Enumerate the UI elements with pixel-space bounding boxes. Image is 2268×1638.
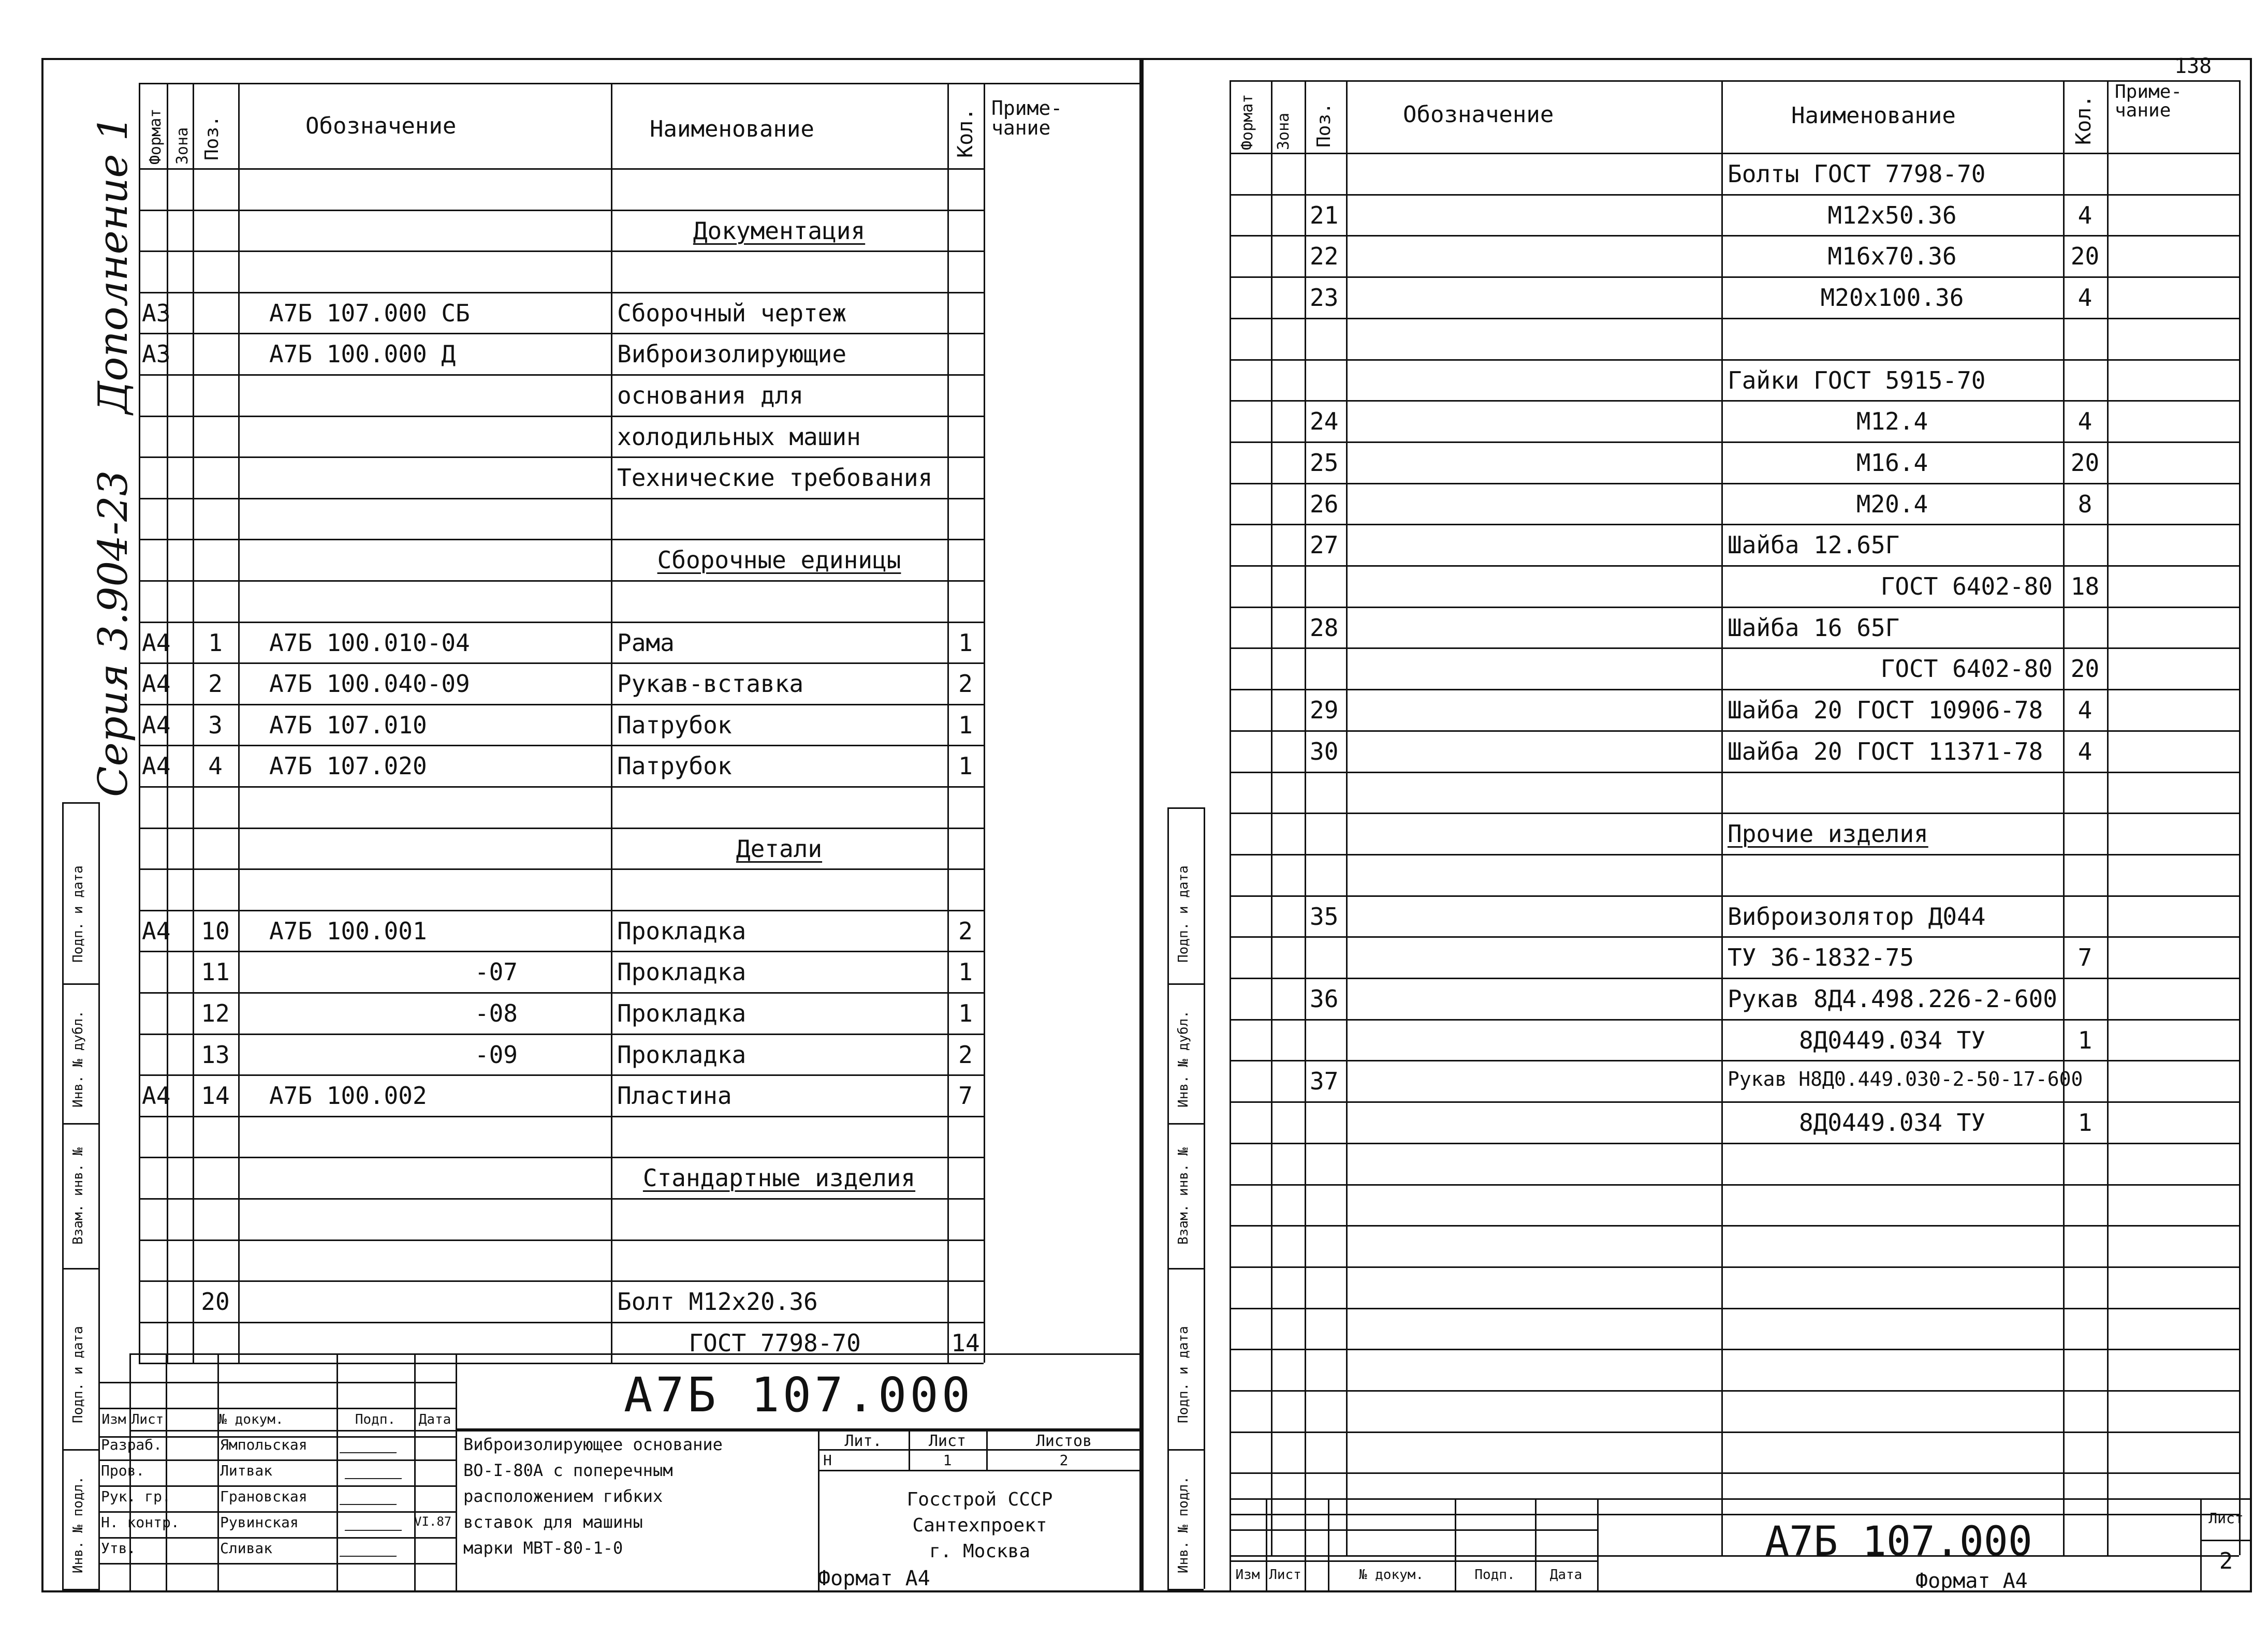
table-row-rule (1230, 483, 2239, 484)
table-row-rule (1230, 647, 2239, 649)
row-name: основания для (617, 381, 804, 409)
stamp-divider (62, 1123, 98, 1125)
table-row-rule (1230, 1143, 2239, 1144)
change-header: № докум. (1358, 1567, 1424, 1583)
document-code: А7Б 107.000 (623, 1367, 974, 1423)
row-name: холодильных машин (617, 422, 861, 451)
row-qty: 1 (958, 628, 973, 657)
table-row-rule (139, 1074, 984, 1076)
stamp-label: Инв. № подл. (70, 1476, 86, 1573)
row-position: 30 (1310, 737, 1339, 765)
row-name: ТУ 36-1832-75 (1728, 943, 1914, 972)
row-position: 29 (1310, 696, 1339, 725)
table-row-rule (139, 662, 984, 664)
section-heading: Прочие изделия (1728, 820, 1928, 848)
role-label: Разраб. (101, 1436, 163, 1453)
row-qty: 8 (2077, 490, 2093, 518)
table-row-rule (1230, 276, 2239, 278)
lit-label: Лит. (844, 1432, 882, 1450)
series-label: Серия 3.904-23 (90, 470, 137, 797)
header-qty: Кол. (2072, 95, 2096, 145)
row-position: 10 (201, 917, 230, 945)
header-designation: Обозначение (1403, 101, 1554, 128)
header-designation: Обозначение (305, 113, 457, 139)
row-position: 3 (208, 711, 223, 739)
row-qty: 4 (2077, 696, 2093, 725)
row-qty: 18 (2070, 572, 2100, 600)
role-label: Утв. (101, 1540, 136, 1557)
role-name: Ямпольская (220, 1436, 308, 1453)
left-format-label: Формат А4 (818, 1567, 930, 1590)
row-position: 37 (1310, 1067, 1339, 1096)
sheet-value: 2 (2219, 1548, 2233, 1574)
row-qty: 2 (958, 670, 973, 698)
row-designation: -07 (474, 958, 518, 986)
organization: Госстрой СССР (906, 1489, 1053, 1510)
column-rule (984, 83, 985, 1363)
sheets-label: Листов (1035, 1432, 1092, 1450)
stamp-border-right (1204, 807, 1205, 1589)
role-label: Н. контр. (101, 1514, 180, 1531)
row-position: 2 (208, 670, 223, 698)
row-format: А4 (142, 1082, 171, 1110)
title-row-rule (98, 1382, 456, 1383)
stamp-divider (1167, 1449, 1204, 1451)
role-name: Литвак (220, 1462, 273, 1479)
row-name: М16.4 (1856, 448, 1928, 477)
row-name: Шайба 20 ГОСТ 10906-78 (1728, 696, 2043, 725)
header-pos: Поз. (1313, 102, 1335, 147)
table-row-rule (1230, 689, 2239, 690)
table-row-rule (139, 456, 984, 458)
stamp-label: Подп. и дата (70, 1326, 86, 1423)
row-name: Виброизолирующие (617, 340, 847, 368)
row-qty: 2 (958, 917, 973, 945)
sheets-value: 2 (1059, 1452, 1069, 1469)
title-column-rule (217, 1353, 219, 1592)
header-zone: Зона (1275, 112, 1293, 150)
row-format: А4 (142, 752, 171, 780)
row-designation: А7Б 100.010-04 (269, 628, 470, 657)
column-rule (1305, 80, 1306, 1555)
stamp-divider (1167, 807, 1204, 809)
title-column-rule (414, 1353, 416, 1592)
row-qty: 20 (2070, 448, 2100, 477)
table-row-rule (1230, 854, 2239, 855)
row-designation: А7Б 107.020 (269, 752, 427, 780)
row-name: Технические требования (617, 464, 933, 492)
header-pos: Поз. (201, 115, 223, 160)
table-row-rule (139, 1198, 984, 1200)
table-row-rule (1230, 1432, 2239, 1433)
row-name: 8Д0449.034 ТУ (1798, 1109, 1986, 1137)
role-label: Пров. (101, 1462, 145, 1479)
stamp-divider (62, 1268, 98, 1270)
row-name: ГОСТ 6402-80 (1880, 655, 2053, 683)
table-row-rule (1230, 1514, 2239, 1515)
row-qty: 4 (2077, 284, 2093, 312)
title-row-rule (98, 1485, 456, 1487)
stamp-divider (62, 1449, 98, 1451)
header-note: Приме- чание (991, 97, 1063, 139)
table-row-rule (139, 1280, 984, 1282)
row-name: Виброизолятор Д044 (1728, 902, 1986, 931)
row-qty: 2 (958, 1040, 973, 1069)
row-format: А4 (142, 628, 171, 657)
table-row-rule (139, 1363, 984, 1364)
table-row-rule (1230, 318, 2239, 319)
row-name: Прокладка (617, 917, 747, 945)
row-name: Прокладка (617, 958, 747, 986)
table-row-rule (139, 498, 984, 499)
table-row-rule (139, 992, 984, 994)
stamp-label: Подп. и дата (1176, 865, 1191, 963)
role-name: Сливак (220, 1540, 273, 1557)
row-name: Рукав 8Д4.498.226-2-600 (1728, 985, 2057, 1013)
row-name: Сборочный чертеж (617, 299, 847, 327)
row-qty: 20 (2070, 242, 2100, 271)
row-position: 27 (1310, 531, 1339, 559)
change-header: Дата (418, 1412, 451, 1427)
row-position: 35 (1310, 902, 1339, 931)
table-row-rule (139, 292, 984, 293)
table-row-rule (1230, 359, 2239, 361)
signature (340, 1493, 401, 1505)
title-column-rule (1305, 1498, 1306, 1592)
table-row-rule (139, 580, 984, 582)
table-row-rule (139, 250, 984, 252)
row-position: 20 (201, 1288, 230, 1316)
stamp-label: Подп. и дата (1176, 1326, 1191, 1423)
row-format: А3 (142, 340, 171, 368)
role-name: Грановская (220, 1488, 308, 1505)
table-row-rule (139, 704, 984, 705)
header-bottom-rule (1230, 153, 2239, 154)
row-position: 24 (1310, 407, 1339, 436)
row-qty: 14 (951, 1329, 980, 1357)
table-row-rule (1230, 730, 2239, 732)
row-qty: 1 (958, 752, 973, 780)
row-position: 21 (1310, 201, 1339, 229)
title-row-rule (1230, 1560, 1597, 1562)
stamp-divider (62, 802, 98, 804)
stamp-label: Взам. инв. № (1176, 1147, 1191, 1245)
table-row-rule (139, 210, 984, 211)
row-format: А4 (142, 917, 171, 945)
title-row-rule (2200, 1540, 2252, 1541)
stamp-divider (1167, 1268, 1204, 1270)
description-line: Виброизолирующее основание (463, 1435, 723, 1454)
table-row-rule (1230, 1266, 2239, 1268)
title-column-rule (98, 1353, 100, 1592)
row-qty: 1 (2077, 1109, 2093, 1137)
table-row-rule (139, 333, 984, 334)
row-name: М20.4 (1856, 490, 1928, 518)
row-name: М20х100.36 (1820, 284, 1964, 312)
row-designation: -09 (474, 1040, 518, 1069)
row-name: М12.4 (1856, 407, 1928, 436)
header-name: Наименование (650, 116, 814, 142)
table-row-rule (1230, 895, 2239, 897)
row-position: 26 (1310, 490, 1339, 518)
organization: Сантехпроект (912, 1515, 1047, 1536)
row-name: 8Д0449.034 ТУ (1798, 1026, 1986, 1054)
signature (340, 1544, 401, 1557)
row-position: 25 (1310, 448, 1339, 477)
table-row-rule (1230, 1101, 2239, 1103)
row-position: 1 (208, 628, 223, 657)
column-rule (1230, 80, 1231, 1555)
row-format: А3 (142, 299, 171, 327)
stamp-border-left (62, 802, 64, 1589)
stamp-label: Взам. инв. № (70, 1147, 86, 1245)
change-header: Подп. (1474, 1567, 1515, 1583)
row-name: Пластина (617, 1082, 732, 1110)
table-bottom-rule (129, 1430, 1142, 1432)
title-column-rule (166, 1353, 167, 1592)
change-header: № докум. (218, 1412, 284, 1427)
sheet-value: 1 (943, 1452, 952, 1469)
role-date: VI.87 (414, 1514, 452, 1529)
row-name: Рукав-вставка (617, 670, 804, 698)
table-row-rule (139, 868, 984, 870)
title-row-rule (98, 1408, 456, 1409)
title-top-rule (129, 1353, 1142, 1355)
title-row-rule (98, 1537, 456, 1539)
row-name: Шайба 20 ГОСТ 11371-78 (1728, 737, 2043, 765)
table-row-rule (1230, 978, 2239, 979)
section-heading: Документация (693, 216, 866, 245)
column-rule (238, 83, 240, 1363)
title-row-rule (98, 1459, 456, 1461)
page-number: 138 (2174, 54, 2212, 78)
section-heading: Сборочные единицы (657, 546, 901, 574)
title-row-rule (98, 1563, 456, 1565)
table-row-rule (1230, 607, 2239, 608)
row-position: 11 (201, 958, 230, 986)
title-row-rule (1230, 1529, 1597, 1531)
column-rule (2239, 80, 2241, 1555)
table-row-rule (139, 951, 984, 952)
row-name: М12х50.36 (1827, 201, 1957, 229)
row-position: 22 (1310, 242, 1339, 271)
row-name: Рама (617, 628, 675, 657)
row-name: Патрубок (617, 752, 732, 780)
table-row-rule (139, 1239, 984, 1241)
row-format: А4 (142, 711, 171, 739)
table-row-rule (1230, 194, 2239, 196)
table-row-rule (139, 828, 984, 829)
table-row-rule (139, 1157, 984, 1158)
row-name: Прокладка (617, 1040, 747, 1069)
description-line: расположением гибких (463, 1486, 663, 1506)
table-row-rule (139, 374, 984, 376)
header-bottom-rule (139, 168, 984, 170)
header-top-rule (139, 83, 1142, 84)
row-position: 13 (201, 1040, 230, 1069)
row-name: М16х70.36 (1827, 242, 1957, 271)
table-row-rule (1230, 1225, 2239, 1227)
table-row-rule (1230, 772, 2239, 773)
stamp-divider (1167, 1589, 1204, 1590)
row-name: Шайба 16 65Г (1728, 613, 1900, 642)
column-rule (1271, 80, 1272, 1555)
stamp-divider (62, 983, 98, 985)
row-position: 14 (201, 1082, 230, 1110)
row-qty: 4 (2077, 737, 2093, 765)
stamp-label: Инв. № подл. (1176, 1476, 1191, 1573)
table-row-rule (139, 910, 984, 911)
table-row-rule (1230, 936, 2239, 938)
section-heading: Стандартные изделия (642, 1164, 916, 1192)
table-row-rule (139, 539, 984, 540)
stamp-divider (62, 1589, 98, 1590)
row-name: ГОСТ 6402-80 (1880, 572, 2053, 600)
table-row-rule (139, 1322, 984, 1323)
organization: г. Москва (929, 1541, 1031, 1562)
sheet-label: Лист (2208, 1510, 2244, 1527)
row-designation: -08 (474, 999, 518, 1027)
row-designation: А7Б 100.040-09 (269, 670, 470, 698)
table-row-rule (1230, 813, 2239, 814)
document-code: А7Б 107.000 (1765, 1518, 2032, 1565)
table-row-rule (1230, 1184, 2239, 1186)
row-qty: 7 (2077, 943, 2093, 972)
table-row-rule (139, 745, 984, 746)
stamp-border-left (1167, 807, 1169, 1589)
header-top-rule (1230, 80, 2239, 82)
table-row-rule (1230, 1390, 2239, 1392)
row-name: Болты ГОСТ 7798-70 (1728, 160, 1986, 188)
header-name: Наименование (1791, 102, 1956, 129)
row-qty: 7 (958, 1082, 973, 1110)
stamp-label: Инв. № дубл. (70, 1010, 86, 1108)
row-name: ГОСТ 7798-70 (617, 1329, 861, 1357)
table-row-rule (1230, 1349, 2239, 1350)
row-qty: 1 (958, 999, 973, 1027)
table-row-rule (1230, 1472, 2239, 1474)
table-row-rule (1230, 235, 2239, 237)
row-name: Рукав Н8Д0.449.030-2-50-17-600 (1728, 1068, 2083, 1091)
change-header: Лист (131, 1412, 164, 1427)
row-qty: 20 (2070, 655, 2100, 683)
table-row-rule (1230, 1019, 2239, 1021)
table-row-rule (1230, 1308, 2239, 1309)
change-header: Изм (101, 1412, 126, 1427)
lit-value: Н (823, 1452, 832, 1469)
header-format: Формат (147, 108, 165, 165)
table-row-rule (1230, 441, 2239, 443)
signature (345, 1467, 406, 1479)
signature (340, 1441, 401, 1453)
column-rule (2107, 80, 2109, 1555)
change-header: Подп. (355, 1412, 396, 1427)
row-qty: 1 (2077, 1026, 2093, 1054)
row-position: 36 (1310, 985, 1339, 1013)
header-zone: Зона (173, 127, 192, 165)
table-row-rule (139, 1116, 984, 1117)
table-row-rule (139, 1034, 984, 1035)
title-code-rule (456, 1428, 1142, 1430)
row-name: Болт М12х20.36 (617, 1288, 818, 1316)
description-line: ВО-I-80А с поперечным (463, 1460, 673, 1480)
stamp-divider (1167, 1123, 1204, 1125)
signature (345, 1518, 406, 1531)
row-position: 23 (1310, 284, 1339, 312)
row-name: Шайба 12.65Г (1728, 531, 1900, 559)
row-name: Патрубок (617, 711, 732, 739)
role-name: Рувинская (220, 1514, 299, 1531)
table-row-rule (1230, 565, 2239, 567)
title-row-rule (98, 1511, 456, 1513)
role-label: Рук. гр. (101, 1488, 171, 1505)
row-format: А4 (142, 670, 171, 698)
column-rule (139, 83, 140, 1363)
row-designation: А7Б 107.000 СБ (269, 299, 470, 327)
row-qty: 1 (958, 958, 973, 986)
table-row-rule (1230, 1060, 2239, 1061)
row-position: 28 (1310, 613, 1339, 642)
sheet-label: Лист (928, 1432, 967, 1450)
description-line: марки МВТ-80-1-0 (463, 1538, 623, 1558)
section-heading: Детали (736, 834, 823, 863)
table-row-rule (1230, 400, 2239, 402)
row-name: Гайки ГОСТ 5915-70 (1728, 366, 1986, 394)
table-row-rule (139, 786, 984, 788)
row-position: 4 (208, 752, 223, 780)
row-designation: А7Б 100.002 (269, 1082, 427, 1110)
change-header: Лист (1269, 1567, 1301, 1583)
table-row-rule (139, 622, 984, 623)
stamp-label: Инв. № дубл. (1176, 1010, 1191, 1108)
stamp-label: Подп. и дата (70, 865, 86, 963)
header-format: Формат (1238, 94, 1256, 150)
title-top-rule (1230, 1498, 2252, 1500)
title-column-rule (336, 1353, 338, 1592)
row-qty: 4 (2077, 407, 2093, 436)
table-row-rule (139, 416, 984, 417)
header-note: Приме- чание (2115, 81, 2183, 121)
change-header: Дата (1549, 1567, 1583, 1583)
row-designation: А7Б 107.010 (269, 711, 427, 739)
stamp-divider (1167, 983, 1204, 985)
left-sheet (41, 58, 1142, 1592)
row-position: 12 (201, 999, 230, 1027)
row-designation: А7Б 100.000 Д (269, 340, 456, 368)
header-qty: Кол. (954, 108, 977, 158)
row-qty: 4 (2077, 201, 2093, 229)
addendum-label: Дополнение 1 (90, 115, 137, 414)
title-row-rule (818, 1470, 1142, 1471)
row-name: Прокладка (617, 999, 747, 1027)
change-header: Изм (1235, 1567, 1260, 1583)
column-rule (1346, 80, 1348, 1555)
table-row-rule (1230, 524, 2239, 525)
row-qty: 1 (958, 711, 973, 739)
right-format-label: Формат А4 (1915, 1569, 2028, 1593)
description-line: вставок для машины (463, 1512, 643, 1532)
row-designation: А7Б 100.001 (269, 917, 427, 945)
